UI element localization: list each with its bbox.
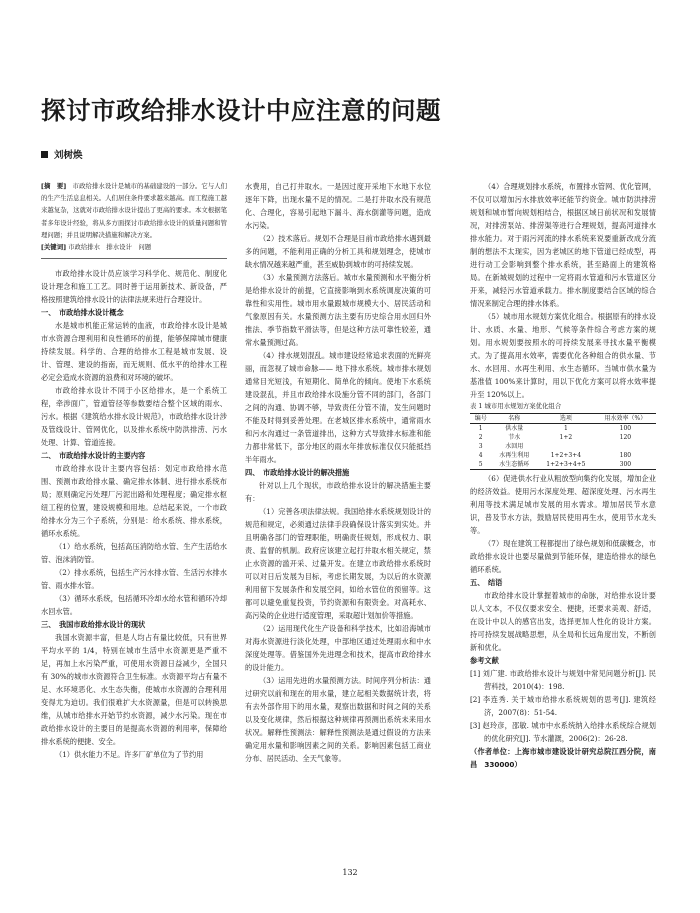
table-cell: 120	[619, 434, 632, 441]
table-row	[470, 424, 656, 434]
paragraph: 我国水资源丰富，但是人均占有量比较低，只有世界平均水平的 1/4，特别在城市生活中水资源更是严重不足，再加上水污染严重，可使用水资源日益减少，全国只有 30%的城市水资源符合卫生标准。水资源平均占有量不足、水环境恶化、水生态失衡，使城市水资源的合理利用变得尤为迫切。我们很难扩大水资源量，但是可以转换思维，从城市给排水开始节约水资源，减少水污染。现在市政给排水设计的主要目的是提高水资源的利用率，保障给排水系统的便捷、安全。	[41, 633, 227, 747]
table-header-cell: 编号	[470, 414, 491, 424]
section-heading-2: 二、 市政给排水设计的主要内容	[41, 451, 146, 461]
table-cell: 水回用	[505, 443, 524, 450]
table-header-cell: 用水效率（%）	[595, 414, 656, 424]
table-header-cell: 名称	[491, 414, 537, 424]
paragraph: 市政给排水设计主要内容包括：划定市政给排水范围、预测市政给排水量、确定排水体制、进行排水系统布局；原则确定污处理厂污泥出路和处理程度；确定排水枢纽工程的位置，建设规模和用地。总结起来说，一个市政给排水分为三个子系统，分别是：给水系统、排水系统，循环水系统。	[41, 464, 227, 539]
section-heading-5: 五、 结语	[470, 578, 503, 587]
reference-item: [3] 赵玲彦，邵敏. 城市中水系统纳入给排水系统综合规划的优化研究[J]. 节水灌溉，2006(2)：26-28.	[470, 721, 656, 743]
section-heading-1: 一、 市政给排水设计概念	[41, 308, 124, 318]
table-cell: 1	[478, 425, 483, 432]
table-cell: 180	[619, 452, 632, 459]
list-item: （2）排水系统，包括生产污水排水管、生活污水排水管、雨水排水管。	[41, 568, 227, 591]
list-item: （7）现在建筑工程都提出了绿色规划和低碳概念，市政给排水设计也要尽量做到节能环保，建造给排水的绿色循环系统。	[470, 539, 656, 574]
table-header-cell: 选项	[537, 414, 595, 424]
list-item: （1）给水系统，包括高压消防给水管、生产生活给水管、泡沫消防管。	[41, 542, 227, 565]
table-cell: 100	[619, 425, 632, 432]
table-cell: 1+2+3+4	[550, 452, 582, 459]
table-row	[470, 451, 656, 460]
abstract-tag: [摘 要]	[41, 182, 67, 190]
page-number: 132	[342, 868, 358, 877]
paragraph: 水是城市机能正常运转的血液，市政给排水设计是城市水资源合理利用和良性循环的前提，能够保障城市健康持续发展。科学的、合理的给排水工程是城市发展、设计、管理、建设的指南，而无规则、低水平的给排水工程必定会造成水资源的浪费和对环境的破坏。	[41, 321, 227, 383]
list-item: （1）完善各项法律法规。我国给排水系统规划设计的规范和规定，必须通过法律手段确保设计落实到实处。并且明确各部门的管理职能，明确责任规划，形成权力、职责、监督的机制。政府应该建立起打井取水相关规定，禁止水资源的滥开采、过量开发。在建立市政给排水系统时可以对日后发展为目标，考虑长期发展，为以后的水资源利用留下发展条件和发展空间，如给水管位的预留等。这都可以避免重复投资，节约资源和有限资金。对高耗水、高污染的企业进行适度管理，采取超计划加价等措施。	[245, 507, 431, 620]
abstract-text: 市政给排水设计是城市的基础建设的一部分。它与人们的生产生活息息相关。人们居住条件要求越来越高。而工程施工越来越复杂，这就对市政给排水设计提出了更高的要求。本文根据笔者多年设计经验，将从多方面探讨市政给排水设计的质量问题和管理问题；并且说明解决措施和解决方案。	[41, 182, 228, 239]
column-left	[41, 180, 227, 761]
list-item: （2）运用现代化生产设备和科学技术，比如沿海城市对海水资源进行淡化处理，中部地区通过处理雨水和中水深度处理等。借鉴国外先进理念和技术，提高市政给排水的设计能力。	[245, 624, 431, 672]
table-cell: 1	[563, 425, 568, 432]
table-cell: 1+2+3+4+5	[537, 460, 595, 470]
list-item: （6）促进供水行业从粗放型向集约化发展，增加企业的经济效益。使用污水深度处理、超深度处理、污水再生利用等技术满足城市发展的用水需求。增加居民节水意识，普及节水方法，鼓励居民使用再生水，使用节水龙头等。	[470, 474, 656, 535]
table-cell	[595, 442, 656, 451]
table-cell: 3	[478, 443, 483, 450]
table-caption: 表 1 城市用水规划方案优化组合	[470, 402, 562, 410]
table-cell	[537, 442, 595, 451]
water-plan-table	[470, 413, 656, 470]
table-row	[470, 460, 656, 470]
list-item: （4）合理规划排水系统，布置排水管网、优化管网，不仅可以增加污水排放效率还能节约资金。城市防洪排涝规划和城市暂向规划相结合，根据区域日前状况和发展情况，对排涝泵站、排涝渠等进行合理规划，提高河道排水排水能力。对于雨污河流的排水系统来说要重新改成分流制的想法不太现实，因为老城区的地下管道已经成型，再进行动工会影响到整个排水系统，甚至路面上的建筑格局。在新城规划的过程中一定将雨水管道和污水管道区分开来，减轻污水管道承载力。排水制度要结合区域的综合情况来制定合理的排水体系。	[470, 182, 656, 308]
column-right	[470, 180, 656, 771]
author-name: 刘树焕	[54, 150, 83, 161]
abstract-block	[41, 180, 227, 259]
paragraph: 针对以上几个现状，市政给排水设计的解决措施主要有：	[245, 481, 431, 503]
table-row	[470, 433, 656, 442]
abstract	[41, 180, 227, 241]
table-cell: 2	[478, 434, 483, 441]
keywords	[41, 241, 227, 253]
references-heading: 参考文献	[470, 656, 499, 665]
section-heading-4: 四、 市政给排水设计的解决措施	[245, 468, 350, 477]
author-line	[41, 150, 83, 162]
keywords-text: 市政给排水 排水设计 问题	[68, 243, 152, 252]
article-title: 探讨市政给排水设计中应注意的问题	[41, 96, 441, 125]
square-bullet-icon	[41, 151, 48, 158]
table-cell: 水生态循环	[491, 460, 537, 470]
paragraph: 水费用，自己打井取水。一是因过度开采地下水地下水位逐年下降，出现水量不足的情况。二是打井取水没有规范化、合理化，容易引起地下漏斗、海水倒灌等问题，造成水污染。	[245, 182, 431, 230]
section-heading-3: 三、 我国市政给排水设计的现状	[41, 620, 146, 630]
table-cell: 水再生利用	[499, 452, 530, 459]
list-item: （1）供水能力不足。许多厂矿单位为了节约用	[55, 750, 204, 760]
table-row	[470, 442, 656, 451]
list-item: （3）运用先进的水量预测方法。时间序列分析法：通过研究以前和现在的用水量，建立起相关数据统计表，将有去外部作用下的用水量，观察出数据和时间之间的关系以及变化规律，然后根据这种规律再预测出系统未来用水状况。解释性预测法：解释性预测法是通过假设的方法来确定用水量和影响因素之间的关系。影响因素包括工商业分布、居民活动、全天气象等。	[245, 676, 431, 763]
paragraph: 市政给排水设计不同于小区给排水，是一个系统工程，牵涉面广，管道管径等参数要结合整个区域的雨水、污水。根据《建筑给水排水设计规范》，市政给排水设计涉及管线设计、管网优化，以及排水系统中防洪排涝、污水处理、计算、管道连接。	[41, 386, 227, 448]
list-item: （3）水量预测方法落后。城市水量预测和水平衡分析是给排水设计的前提，它直接影响到水系统调度决策的可靠性和实用性。城市用水量跟城市规模大小、居民活动和气象原因有关。水量预测方法主要有历史综合用水回归外推法、季节指数平滑法等，但是这种方法可靠性较差，通常水量预测过高。	[245, 273, 431, 347]
list-item: （4）排水规划混乱。城市建设经常追求表面的光鲜亮丽，而忽视了城市命脉—— 地下排水系统。城市排水规划通常目光短浅，有短期化、简单化的倾向。使地下水系统建设混乱，并且市政给排水设施分管不同的部门，各部门之间的沟通、协调不够，导致责任分管不清，发生问题时不能及时得到妥善处理。在老城区排水系统中，通常雨水和污水沟通过一条管道排出，这种方式导致排水标准和能力都非常低下，部分地区的雨水年排放标准仅仅只能抵挡半年雨水。	[245, 351, 431, 464]
intro-paragraph: 市政给排水设计员应该学习科学化、规范化、制度化设计理念和施工工艺。同时善于运用新技术、新设备，严格按照建筑给排水设计的法律法规来进行合理设计。	[41, 269, 227, 305]
table-header-row	[470, 414, 656, 424]
keywords-tag: [关键词]	[41, 243, 67, 252]
list-item: （5）城市用水规划方案优化组合。根据原有的排水设计、水质、水量、地形、气候等条件综合考虑方案的规划。用水规划要按照水的可持续发展来寻找水量平衡模式。为了提高用水效率，需要优化各种组合的供水量、节水、水回用、水再生利用、水生态循环。当城市供水量为基准值 100%来计算时，用以下优化方案可以将水效率提升至 120%以上。	[470, 312, 656, 399]
table-cell: 节水	[508, 434, 521, 441]
column-middle	[245, 180, 431, 765]
author-affiliation: （作者单位：上海市城市建设设计研究总院江西分院，南昌 330000）	[470, 747, 656, 769]
reference-item: [2] 李连秀. 关于城市给排水系统规划的思考[J]. 建筑经济，2007(8)：51-54.	[470, 695, 656, 717]
table-cell: 5	[470, 460, 491, 470]
reference-item: [1] 刘广建. 市政给排水设计与规划中常见问题分析[J]. 民营科技，2010(4)：198.	[470, 669, 656, 691]
table-cell: 300	[595, 460, 656, 470]
table-cell: 4	[478, 452, 483, 459]
list-item: （2）技术落后。规划不合理是目前市政给排水遇到最多的问题，不能利用正确的分析工具和规划理念，使城市缺水情况越来越严重，甚至威胁到城市的可持续发展。	[245, 234, 431, 269]
paragraph: 市政给排水设计掌握着城市的命脉，对给排水设计要以人文本，不仅仅要求安全、便捷，还要求美观、舒适，在设计中以人的感官出发，选择更加人性化的设计方案。持可持续发展战略思想，从全局和长远角度出发，不断创新和优化。	[470, 591, 656, 652]
list-item: （3）循环水系统，包括循环冷却水给水管和循环冷却水回水管。	[41, 594, 227, 617]
table-cell: 供水量	[505, 425, 524, 432]
table-cell: 1+2	[559, 434, 573, 441]
